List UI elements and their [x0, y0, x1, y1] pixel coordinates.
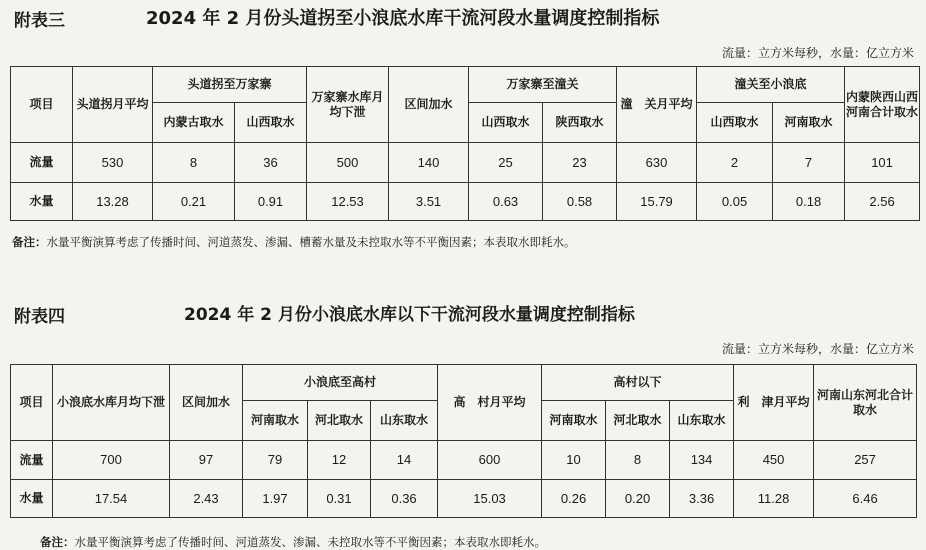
table-cell: 25: [469, 143, 543, 183]
table-cell: 12: [308, 441, 371, 480]
table-cell: 0.18: [773, 183, 845, 221]
table-3-title: 2024 年 2 月份头道拐至小浪底水库干流河段水量调度控制指标: [146, 8, 660, 29]
table-cell: 3.51: [389, 183, 469, 221]
header-seg2-shandong: 山东取水: [670, 401, 734, 441]
table-cell: 97: [170, 441, 243, 480]
header-seg1-neimenggu: 内蒙古取水: [153, 103, 235, 143]
header-segment-tongguan-xiaolangdi: 潼关至小浪底: [697, 67, 845, 103]
appendix-table-3-section: [0, 0, 926, 249]
row-label: 流量: [11, 441, 53, 480]
header-segment-xiaolangdi-gaocun: 小浪底至高村: [243, 365, 438, 401]
table-row: [11, 143, 920, 183]
table-cell: 3.36: [670, 480, 734, 518]
row-label: 流量: [11, 143, 73, 183]
table-cell: 0.20: [606, 480, 670, 518]
table-cell: 2: [697, 143, 773, 183]
header-seg1-shanxi: 山西取水: [235, 103, 307, 143]
table-cell: 0.63: [469, 183, 543, 221]
header-lijin: 利 津月平均: [734, 365, 814, 441]
appendix-table-4-section: [0, 296, 926, 549]
table-cell: 79: [243, 441, 308, 480]
table-4-header: [0, 296, 926, 336]
table-cell: 257: [814, 441, 917, 480]
note-label: 备注：: [12, 235, 47, 249]
table-cell: 15.79: [617, 183, 697, 221]
table-3: [10, 66, 920, 221]
header-seg1-hebei: 河北取水: [308, 401, 371, 441]
table-cell: 15.03: [438, 480, 542, 518]
table-cell: 1.97: [243, 480, 308, 518]
table-cell: 14: [371, 441, 438, 480]
table-cell: 36: [235, 143, 307, 183]
table-3-note: [12, 234, 576, 250]
header-seg2-shanxi: 山西取水: [469, 103, 543, 143]
header-xiaolangdi-release: 小浪底水库月均下泄: [53, 365, 170, 441]
table-cell: 23: [543, 143, 617, 183]
table-4: [10, 364, 917, 518]
note-text: 水量平衡演算考虑了传播时间、河道蒸发、渗漏、未控取水等不平衡因素；本表取水即耗水。: [74, 535, 546, 549]
header-seg2-henan: 河南取水: [542, 401, 606, 441]
table-row: [11, 183, 920, 221]
table-cell: 2.43: [170, 480, 243, 518]
table-3-header: [0, 0, 926, 40]
table-cell: 8: [606, 441, 670, 480]
header-wanjiazhai-release: 万家寨水库月均下泄: [307, 67, 389, 143]
table-cell: 0.21: [153, 183, 235, 221]
table-cell: 10: [542, 441, 606, 480]
header-seg2-shaanxi: 陕西取水: [543, 103, 617, 143]
note-label: 备注：: [40, 535, 75, 549]
table-cell: 12.53: [307, 183, 389, 221]
header-total-withdrawal: 内蒙陕西山西河南合计取水: [845, 67, 920, 143]
table-4-note: [40, 534, 546, 550]
table-4-title: 2024 年 2 月份小浪底水库以下干流河段水量调度控制指标: [184, 305, 635, 325]
header-item: 项目: [11, 67, 73, 143]
table-3-units: 流量：立方米每秒，水量：亿立方米: [721, 46, 914, 60]
header-interval-inflow: 区间加水: [389, 67, 469, 143]
table-4-label: 附表四: [14, 307, 65, 327]
header-total-withdrawal: 河南山东河北合计取水: [814, 365, 917, 441]
table-4-header-row-1: [11, 365, 917, 401]
header-seg3-henan: 河南取水: [773, 103, 845, 143]
table-cell: 450: [734, 441, 814, 480]
table-3-label: 附表三: [14, 11, 65, 31]
header-tongguan: 潼 关月平均: [617, 67, 697, 143]
table-cell: 13.28: [73, 183, 153, 221]
table-cell: 630: [617, 143, 697, 183]
table-cell: 0.05: [697, 183, 773, 221]
header-segment-toudaoguai-wanjiazhai: 头道拐至万家寨: [153, 67, 307, 103]
table-cell: 2.56: [845, 183, 920, 221]
table-cell: 500: [307, 143, 389, 183]
table-cell: 7: [773, 143, 845, 183]
note-text: 水量平衡演算考虑了传播时间、河道蒸发、渗漏、槽蓄水量及未控取水等不平衡因素；本表取水即耗水。: [46, 235, 576, 249]
header-seg3-shanxi: 山西取水: [697, 103, 773, 143]
table-cell: 0.26: [542, 480, 606, 518]
table-cell: 0.91: [235, 183, 307, 221]
table-cell: 134: [670, 441, 734, 480]
header-seg2-hebei: 河北取水: [606, 401, 670, 441]
table-cell: 6.46: [814, 480, 917, 518]
header-seg1-henan: 河南取水: [243, 401, 308, 441]
header-interval-inflow: 区间加水: [170, 365, 243, 441]
table-cell: 140: [389, 143, 469, 183]
row-label: 水量: [11, 183, 73, 221]
table-cell: 101: [845, 143, 920, 183]
table-cell: 700: [53, 441, 170, 480]
header-seg1-shandong: 山东取水: [371, 401, 438, 441]
table-cell: 17.54: [53, 480, 170, 518]
table-cell: 600: [438, 441, 542, 480]
table-cell: 0.58: [543, 183, 617, 221]
header-item: 项目: [11, 365, 53, 441]
header-segment-below-gaocun: 高村以下: [542, 365, 734, 401]
header-segment-wanjiazhai-tongguan: 万家寨至潼关: [469, 67, 617, 103]
header-toudaoguai: 头道拐月平均: [73, 67, 153, 143]
table-cell: 8: [153, 143, 235, 183]
row-label: 水量: [11, 480, 53, 518]
table-cell: 11.28: [734, 480, 814, 518]
table-cell: 530: [73, 143, 153, 183]
table-cell: 0.36: [371, 480, 438, 518]
table-row: [11, 480, 917, 518]
header-gaocun: 高 村月平均: [438, 365, 542, 441]
table-4-units: 流量：立方米每秒，水量：亿立方米: [721, 342, 914, 356]
table-row: [11, 441, 917, 480]
table-cell: 0.31: [308, 480, 371, 518]
table-3-header-row-1: [11, 67, 920, 103]
